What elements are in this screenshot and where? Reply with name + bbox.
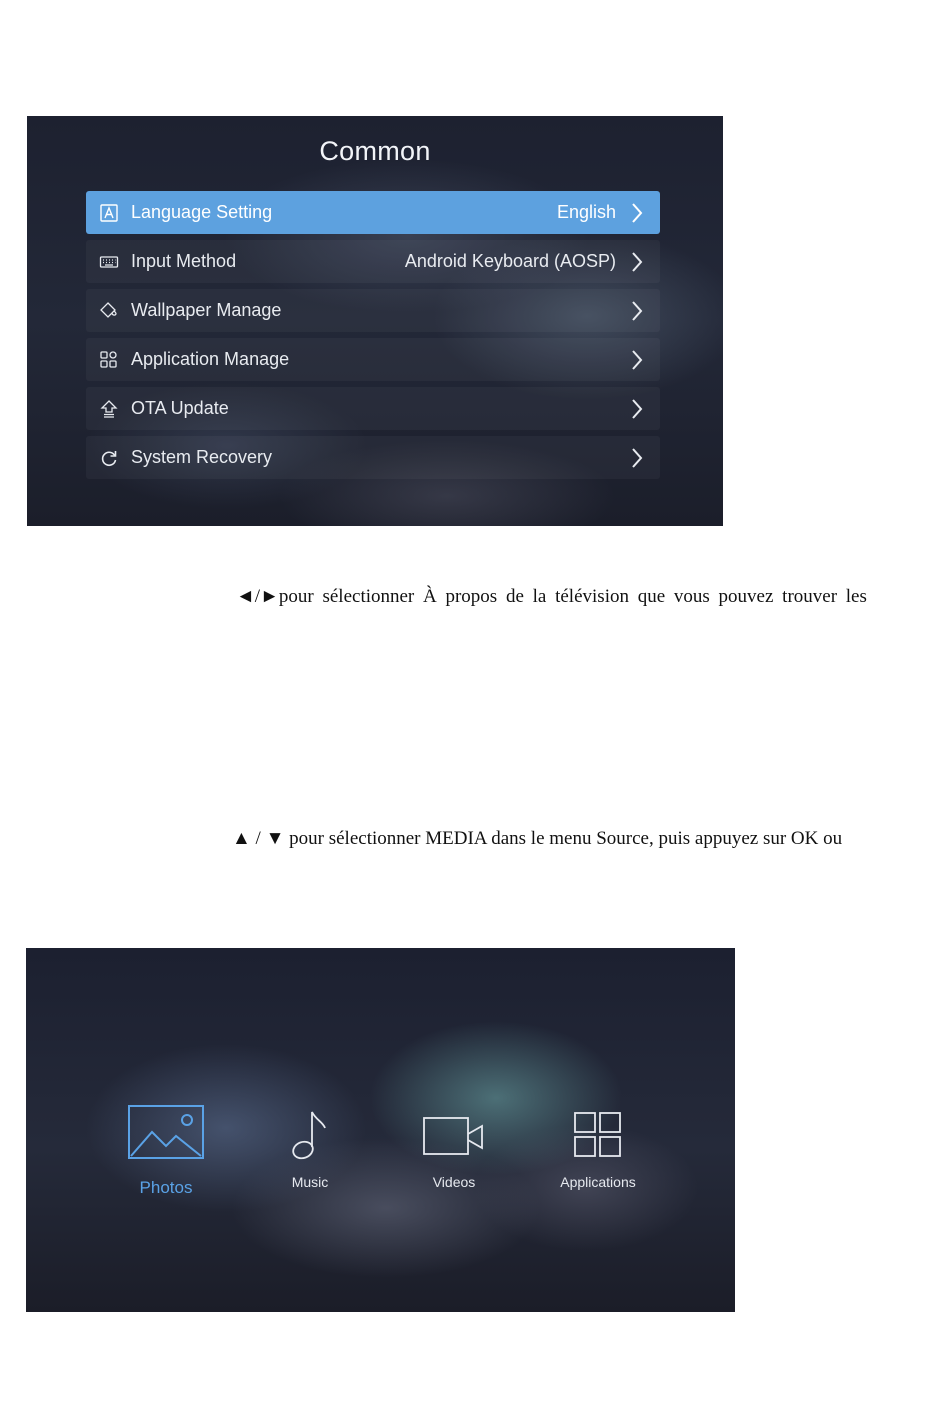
photo-icon — [124, 1104, 208, 1162]
apps-icon — [98, 349, 120, 371]
settings-menu — [86, 191, 660, 485]
instruction-text-media-source: ▲ / ▼ pour sélectionner MEDIA dans le menu Source, puis appuyez sur OK ou — [232, 828, 843, 849]
wallpaper-icon — [98, 300, 120, 322]
chevron-right-icon — [630, 447, 644, 469]
menu-item-language-setting[interactable] — [86, 191, 660, 234]
menu-item-value: Android Keyboard (AOSP) — [404, 251, 616, 271]
menu-item-label: Application Manage — [131, 349, 290, 369]
media-screen — [26, 948, 735, 1312]
menu-item-label: System Recovery — [131, 447, 273, 467]
video-camera-icon — [410, 1108, 498, 1164]
chevron-right-icon — [630, 251, 644, 273]
chevron-right-icon — [630, 349, 644, 371]
recovery-icon — [98, 447, 120, 469]
menu-item-value: English — [556, 202, 616, 222]
menu-item-input-method[interactable] — [86, 240, 660, 283]
media-tile-videos[interactable] — [410, 1108, 498, 1190]
media-tile-applications[interactable] — [548, 1108, 648, 1190]
menu-item-system-recovery[interactable] — [86, 436, 660, 479]
menu-item-label: Input Method — [131, 251, 237, 271]
language-icon — [98, 202, 120, 224]
chevron-right-icon — [630, 398, 644, 420]
chevron-right-icon — [630, 300, 644, 322]
chevron-right-icon — [630, 202, 644, 224]
instruction-text-about-tv: ◄/►pour sélectionner À propos de la télévision que vous pouvez trouver les — [236, 586, 867, 607]
ota-update-icon — [98, 398, 120, 420]
grid-icon — [548, 1108, 648, 1164]
music-note-icon — [270, 1108, 350, 1164]
media-tile-label: Applications — [560, 1174, 636, 1190]
page-title: Common — [319, 136, 431, 166]
media-tile-music[interactable] — [270, 1108, 350, 1190]
menu-item-ota-update[interactable] — [86, 387, 660, 430]
common-settings-screen — [27, 116, 723, 526]
media-tile-photos[interactable] — [124, 1104, 208, 1198]
menu-item-label: Language Setting — [131, 202, 273, 222]
media-tile-label: Photos — [139, 1178, 193, 1197]
media-tile-label: Videos — [432, 1174, 476, 1190]
menu-item-application-manage[interactable] — [86, 338, 660, 381]
menu-item-label: OTA Update — [131, 398, 229, 418]
menu-item-label: Wallpaper Manage — [131, 300, 282, 320]
media-tile-label: Music — [291, 1174, 329, 1190]
menu-item-wallpaper-manage[interactable] — [86, 289, 660, 332]
keyboard-icon — [98, 251, 120, 273]
